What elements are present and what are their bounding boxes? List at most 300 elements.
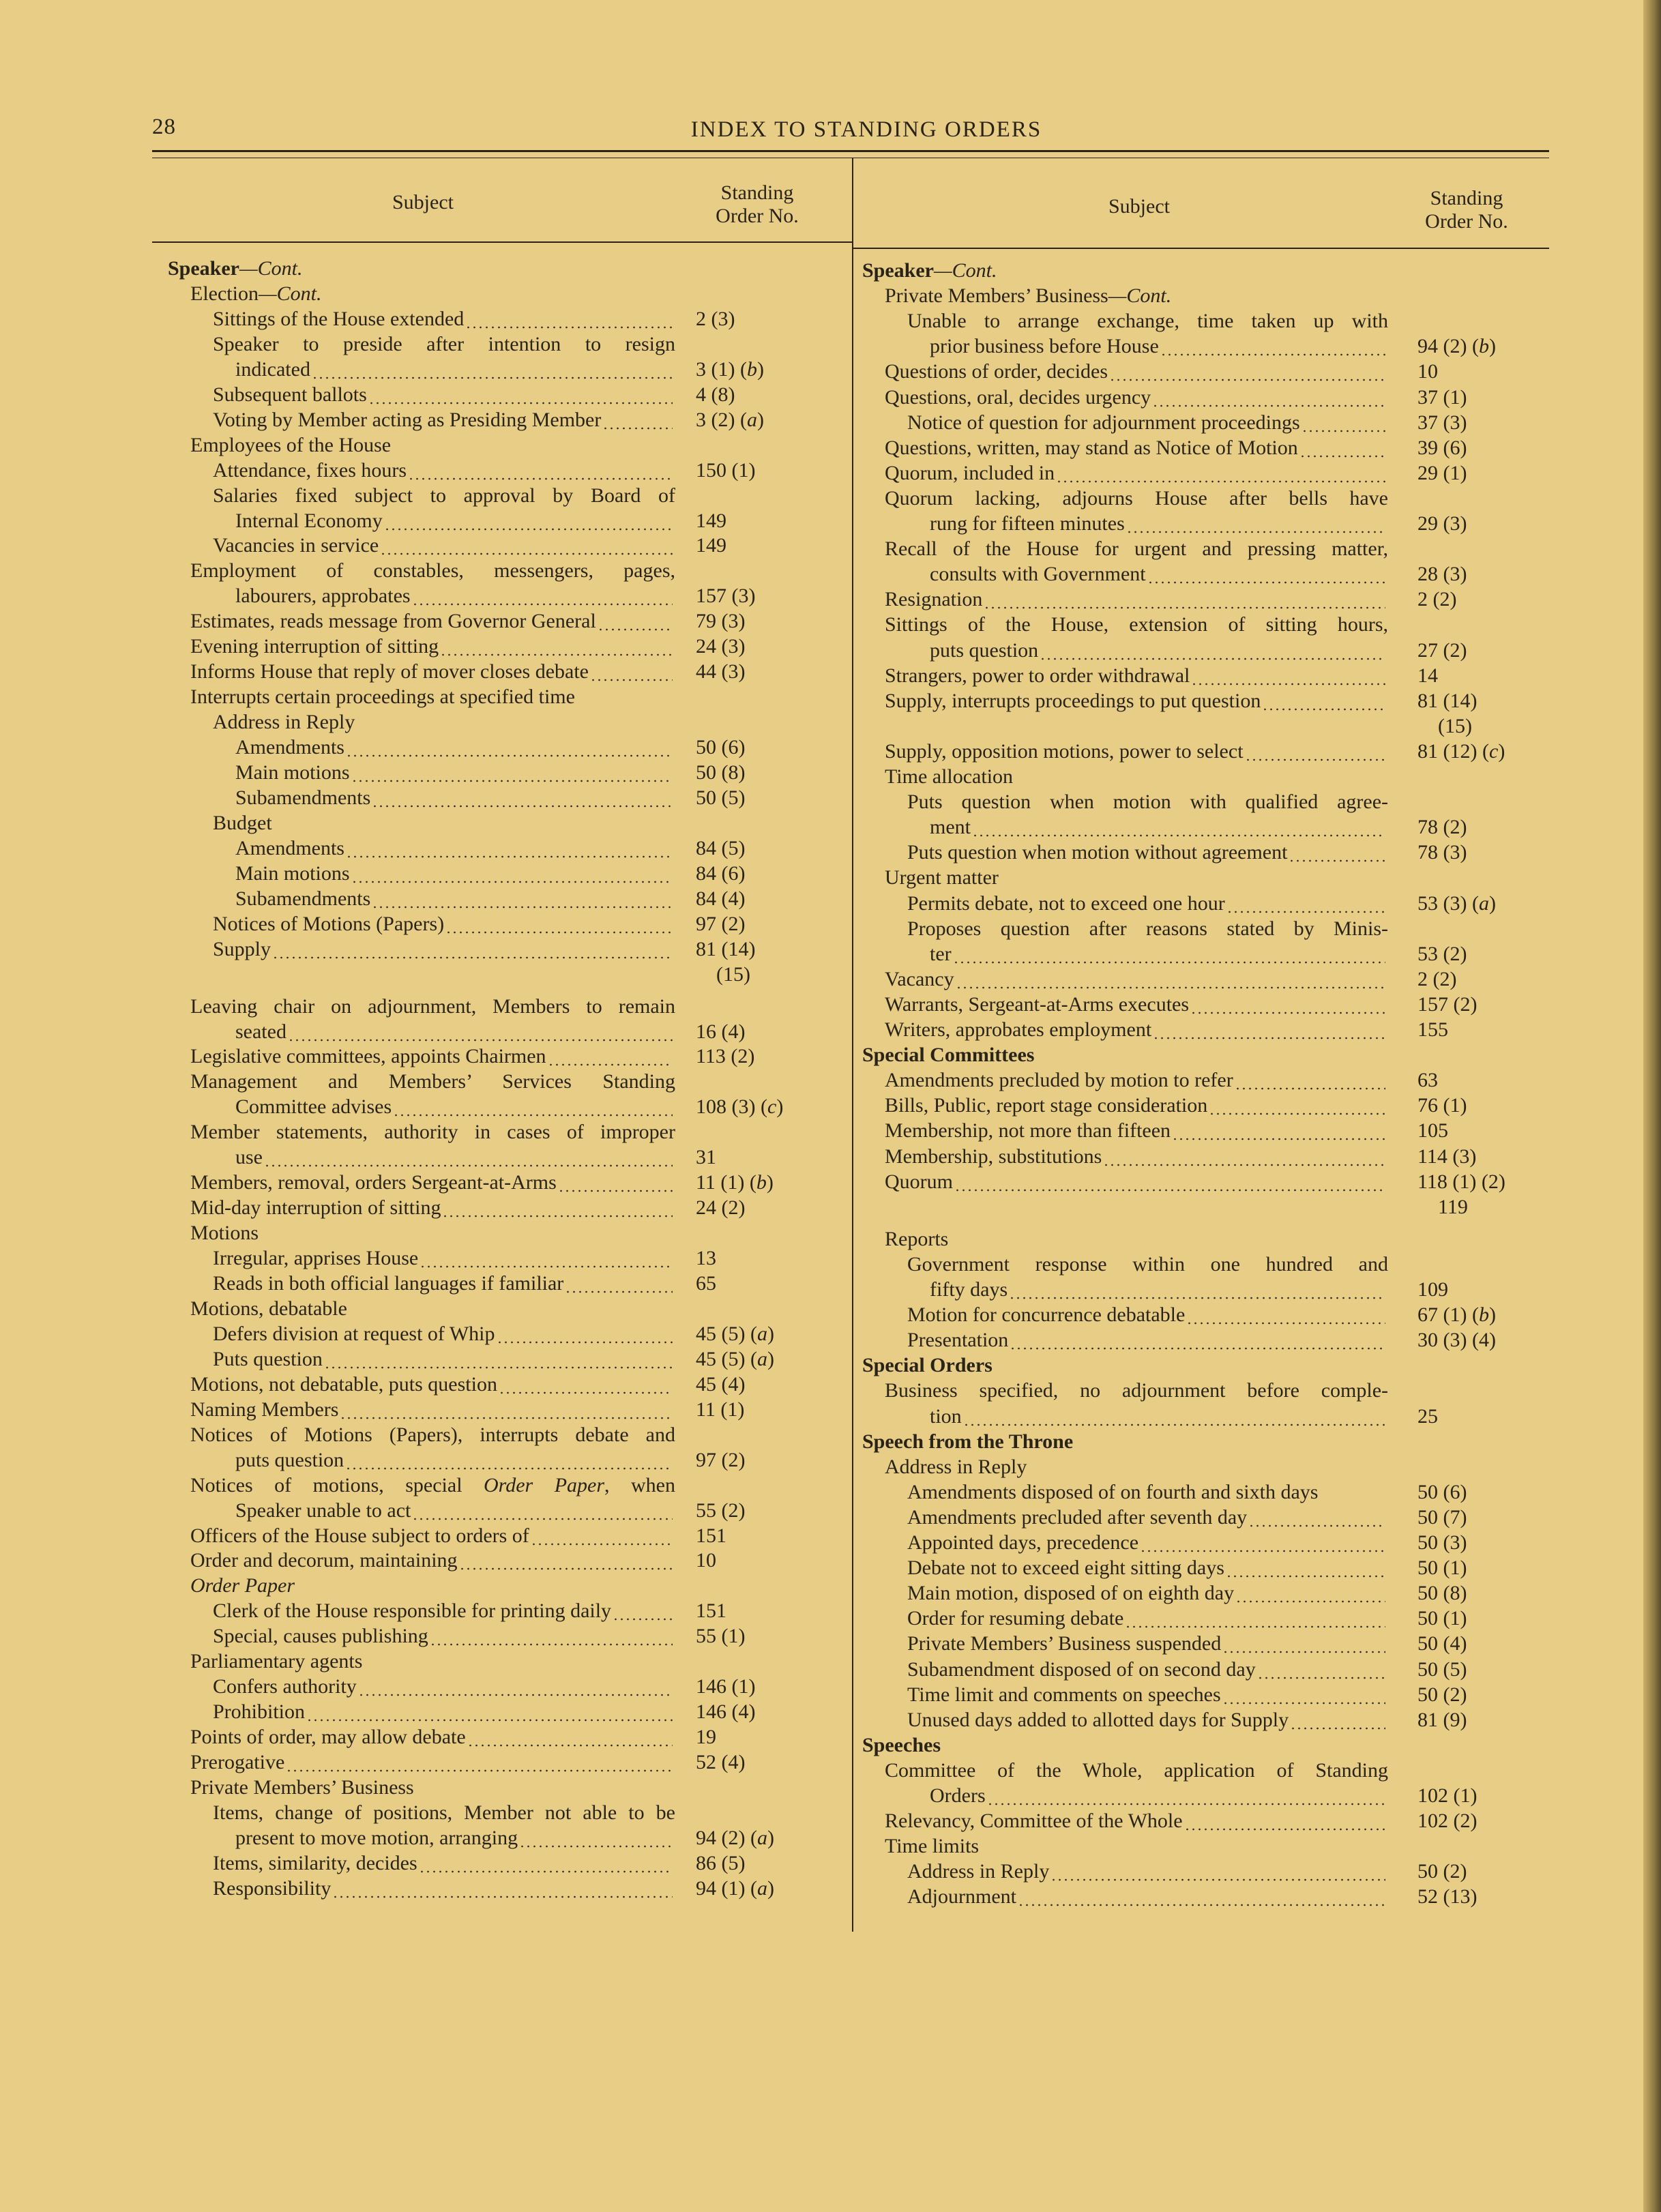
index-entry [885,1834,1388,1859]
index-entry-text: Time limits [885,1835,980,1858]
standing-order-number: 65 [696,1272,716,1295]
standing-order-number: 109 [1417,1278,1448,1301]
index-entry-text: Notices of motions, special Order Paper, when [190,1473,675,1496]
index-entry-text: Questions, written, may stand as Notice of Motion [885,436,1298,459]
standing-order-number: 29 (3) [1417,512,1467,535]
index-entry [930,1278,1388,1302]
dot-leader [332,1881,673,1899]
left-subject-header: Subject [392,191,454,213]
index-entry [862,1733,1388,1758]
dot-leader [346,840,673,859]
standing-order-number: 39 (6) [1417,436,1467,459]
index-entry-text: Irregular, apprises House [213,1247,419,1270]
index-entry-text: Quorum, included in [885,461,1055,484]
index-entry [235,1826,675,1850]
standing-order-number: 14 [1417,664,1438,687]
index-entry-text: Debate not to exceed eight sitting days [907,1557,1224,1580]
dot-leader [1109,364,1385,382]
standing-order-number: 50 (8) [696,761,746,784]
index-entry [190,1725,675,1750]
index-entry [190,1775,675,1800]
index-entry-text: Orders [930,1784,986,1807]
dot-leader [1209,1097,1385,1116]
standing-order-number: 2 (3) [696,307,735,330]
index-entry [190,1750,675,1775]
index-entry [885,1758,1388,1783]
dot-leader [1235,1585,1385,1604]
dot-leader [1257,1662,1385,1680]
index-entry [930,815,1388,840]
dot-leader [956,971,1385,990]
standing-order-number: 50 (2) [1417,1683,1467,1706]
dot-leader [613,1603,673,1621]
standing-order-number: 146 (1) [696,1675,756,1698]
index-entry-text: Supply, opposition motions, power to select [885,739,1244,763]
index-entry [213,1624,675,1649]
index-entry-text: Bills, Public, report stage consideration [885,1094,1208,1117]
index-entry [907,1480,1388,1505]
standing-order-number: 108 (3) (c) [696,1095,784,1119]
index-entry-text: Subamendment disposed of on second day [907,1657,1256,1681]
dot-leader [1140,1535,1385,1553]
index-entry [213,1675,675,1699]
index-entry-text: Special, causes publishing [213,1625,428,1648]
index-entry-text: Urgent matter [885,866,999,889]
dot-leader [1289,844,1385,863]
standing-order-number: 16 (4) [696,1020,746,1043]
standing-order-number: 10 [696,1549,716,1572]
index-entry [235,836,675,861]
dot-leader [324,1351,673,1370]
index-entry [907,1303,1388,1327]
index-entry [213,1271,675,1296]
standing-order-number: 79 (3) [696,610,746,633]
dot-leader [1290,1712,1385,1730]
index-entry [885,359,1388,384]
index-entry-text: Parliamentary agents [190,1650,363,1673]
standing-order-number: 81 (9) [1417,1708,1467,1731]
dot-leader [465,311,673,329]
standing-order-number: 24 (2) [696,1196,746,1220]
index-entry [885,992,1388,1017]
standing-order-number: 45 (5) (a) [696,1347,774,1370]
index-entry-text: Puts question when motion without agreement [907,841,1288,864]
index-entry-text: Member statements, authority in cases of improper [190,1121,675,1144]
index-entry [907,1859,1388,1884]
standing-order-number: 37 (1) [1417,385,1467,409]
index-entry-text: present to move motion, arranging [235,1826,518,1849]
index-entry [907,411,1388,435]
index-entry [885,1119,1388,1143]
standing-order-number: 94 (1) (a) [696,1876,774,1900]
dot-leader [312,362,673,380]
standing-order-number: 94 (2) (b) [1417,335,1496,358]
index-entry-text: Salaries fixed subject to approval by Board of [213,484,675,507]
index-entry [213,912,675,937]
dot-leader [1152,389,1385,408]
index-entry-text: Main motions [235,761,350,784]
index-entry-text: labourers, approbates [235,585,411,608]
index-entry-text: Recall of the House for urgent and pressing matter, [885,537,1388,561]
right-so-header-line1: Standing [1430,187,1503,209]
index-entry [190,559,675,583]
column-divider [852,158,853,1932]
continued-label: —Cont. [934,259,997,282]
standing-order-number: 50 (4) [1417,1632,1467,1655]
dot-leader [531,1528,673,1546]
index-entry-text: Attendance, fixes hours [213,458,407,482]
index-entry [907,1556,1388,1580]
index-entry [885,385,1388,410]
standing-order-number: 50 (1) [1417,1557,1467,1580]
index-entry [213,408,675,432]
standing-order-number: 37 (3) [1417,411,1467,434]
standing-order-number: 11 (1) (b) [696,1171,774,1194]
index-entry [190,433,675,458]
index-entry-text: Notices of Motions (Papers), interrupts debate and [190,1423,675,1446]
index-entry-text: Employees of the House [190,433,392,456]
index-entry [213,811,675,836]
index-entry-text: tion [930,1404,962,1428]
standing-order-number: 31 [696,1146,716,1169]
index-entry [907,790,1388,814]
index-entry-text: Speaker unable to act [235,1499,411,1522]
dot-leader [272,941,673,960]
index-entry-text: Election [190,282,259,305]
dot-leader [1056,465,1385,484]
index-entry [235,735,675,760]
index-entry-text: Membership, substitutions [885,1145,1102,1168]
standing-order-number: 11 (1) [696,1398,745,1421]
index-entry [213,332,675,357]
index-entry [190,1221,675,1245]
index-entry [885,613,1388,637]
standing-order-number: (15) [716,962,750,986]
dot-leader [1302,415,1385,433]
index-entry-text: Internal Economy [235,509,383,532]
dot-leader [459,1552,673,1571]
index-entry-text: Appointed days, precedence [907,1531,1139,1554]
index-entry [235,1020,675,1044]
dot-leader [1262,693,1385,711]
index-entry-text: Amendments [235,736,344,759]
index-entry-text: rung for fifteen minutes [930,512,1125,535]
index-entry-text: Employment of constables, messengers, pages, [190,559,675,583]
index-entry-text: Motions, not debatable, puts question [190,1372,497,1396]
index-entry-text: Relevancy, Committee of the Whole [885,1810,1183,1833]
index-entry-text: Motion for concurrence debatable [907,1303,1186,1327]
index-entry [885,866,1388,890]
standing-order-number: 50 (3) [1417,1531,1467,1554]
index-entry-text: Evening interruption of sitting [190,635,439,658]
index-entry-text: Puts question [213,1347,323,1370]
index-entry [190,282,675,306]
standing-order-number: 157 (3) [696,585,756,608]
index-entry [907,1708,1388,1732]
standing-order-number: 151 [696,1524,726,1547]
dot-leader [1186,1307,1385,1325]
dot-leader [602,412,673,430]
standing-order-number: 97 (2) [696,1448,746,1471]
index-entry [213,484,675,508]
index-entry-text: Items, similarity, decides [213,1851,417,1874]
dot-leader [380,537,673,556]
index-entry [930,512,1388,536]
standing-order-number: 81 (12) (c) [1417,739,1505,763]
standing-order-number: 84 (4) [696,887,746,910]
index-entry-text: Sittings of the House, extension of sitting hours, [885,613,1388,636]
index-entry [907,891,1388,916]
dot-leader [372,790,673,808]
dot-leader [548,1048,673,1067]
index-entry-text: Proposes question after reasons stated by Minis- [907,917,1388,940]
index-entry-text: ment [930,816,971,839]
index-entry [930,334,1388,359]
dot-leader [288,1024,673,1042]
index-entry-text: fifty days [930,1278,1008,1301]
index-entry-text: puts question [930,638,1039,662]
standing-order-number: 84 (6) [696,861,746,885]
index-entry [190,1649,675,1674]
index-entry [235,1499,675,1523]
standing-order-number: 50 (2) [1417,1860,1467,1883]
dot-leader [306,1704,673,1722]
dot-leader [1235,1072,1385,1091]
standing-order-number: 105 [1417,1119,1448,1142]
standing-order-number: 25 [1417,1404,1438,1428]
dot-leader [384,513,673,531]
dot-leader [590,664,673,682]
standing-order-number: 13 [696,1247,716,1270]
index-entry-text: use [235,1146,263,1169]
index-entry [190,1044,675,1069]
dot-leader [1226,1560,1385,1578]
index-entry [885,486,1388,511]
left-standing-order-header [689,181,825,228]
index-entry-text: Order and decorum, maintaining [190,1549,458,1572]
index-entry [885,1378,1388,1403]
standing-order-number: 29 (1) [1417,461,1467,484]
index-entry-text: Motions, debatable [190,1297,347,1320]
index-entry [213,1700,675,1724]
index-entry [213,383,675,407]
index-entry [885,1145,1388,1169]
dot-leader [1009,1282,1385,1300]
index-entry [190,1524,675,1548]
standing-order-number: 50 (8) [1417,1582,1467,1605]
index-entry-text: Naming Members [190,1398,339,1421]
continued-label: —Cont. [1108,284,1172,308]
running-head-title: INDEX TO STANDING ORDERS [690,117,1042,142]
index-entry-text: Government response within one hundred and [907,1252,1388,1275]
index-entry [235,1448,675,1473]
index-entry [885,1455,1388,1479]
index-entry [907,1328,1388,1353]
left-so-header-line2: Order No. [716,205,799,227]
index-entry [907,1531,1388,1555]
standing-order-number: 102 (1) [1417,1784,1478,1807]
standing-order-number: 53 (3) (a) [1417,891,1496,915]
index-entry [235,357,675,382]
index-entry [907,917,1388,941]
index-entry-text: prior business before House [930,335,1159,358]
index-entry-text: consults with Government [930,563,1146,586]
index-entry-text: Committee advises [235,1095,392,1119]
dot-leader [1190,997,1385,1015]
standing-order-number: 3 (2) (a) [696,408,764,431]
dot-leader [430,1628,673,1647]
standing-order-number: 81 (14) [696,937,756,960]
page-edge-shadow [1643,0,1661,2212]
standing-order-number: 55 (2) [696,1499,746,1522]
index-entry-text: Writers, approbates employment [885,1018,1152,1041]
dot-leader [368,387,673,405]
index-entry-text: Quorum lacking, adjourns House after bells have [885,486,1388,510]
index-entry-text: Subamendments [235,786,371,809]
index-entry [885,689,1388,713]
index-entry [930,942,1388,967]
index-entry-text: Reads in both official languages if familiar [213,1272,564,1295]
index-entry-text: Strangers, power to order withdrawal [885,664,1190,687]
dot-leader [351,866,673,884]
standing-order-number: 114 (3) [1417,1145,1477,1168]
index-entry-text: Warrants, Sergeant-at-Arms executes [885,992,1190,1016]
index-entry [190,1398,675,1422]
index-entry [168,256,675,281]
index-entry [930,1404,1388,1429]
dot-leader [412,1503,673,1521]
index-entry-text: Reports [885,1227,949,1250]
index-entry-text: Notices of Motions (Papers) [213,912,445,935]
index-entry-text: Mid-day interruption of sitting [190,1196,441,1220]
standing-order-number: 157 (2) [1417,992,1478,1016]
index-entry-text: Main motions [235,861,350,885]
dot-leader [1248,1509,1385,1528]
index-entry-text: Questions of order, decides [885,360,1108,383]
index-entry [235,1095,675,1119]
index-entry [885,1093,1388,1118]
index-entry-text: seated [235,1020,286,1043]
index-entry-text: Address in Reply [213,711,355,734]
standing-order-number: 50 (5) [1417,1657,1467,1681]
index-entry-text: Prerogative [190,1751,285,1774]
index-entry-text: Notice of question for adjournment proceedings [907,411,1300,434]
index-entry-text: Legislative committees, appoints Chairmen [190,1045,546,1068]
index-entry [907,309,1388,334]
index-entry-text: Presentation [907,1329,1009,1352]
index-entry [190,1120,675,1145]
index-entry [907,1505,1388,1530]
index-entry-text: Business specified, no adjournment before comple- [885,1379,1388,1402]
index-entry [213,1599,675,1623]
index-entry [235,761,675,785]
index-entry [907,1683,1388,1707]
index-entry [885,461,1388,486]
dot-leader [1018,1889,1385,1907]
dot-leader [1147,566,1385,585]
index-entry [190,609,675,634]
standing-order-number: 30 (3) (4) [1417,1329,1496,1352]
top-rule-thick [152,150,1549,152]
dot-leader [497,1326,673,1344]
index-entry-text: Members, removal, orders Sergeant-at-Arms [190,1171,557,1194]
standing-order-number: 4 (8) [696,383,735,406]
index-entry-text: Motions [190,1222,259,1245]
right-subject-header: Subject [1108,195,1170,218]
index-entry-text: Time allocation [885,765,1014,788]
right-so-header-line2: Order No. [1425,210,1508,233]
index-entry-text: ter [930,942,952,965]
dot-leader [1222,1687,1385,1705]
index-entry-text: Quorum [885,1170,953,1193]
index-entry [907,1885,1388,1909]
dot-leader [420,1250,673,1269]
index-entry [190,660,675,684]
index-entry-text: Amendments disposed of on fourth and sixth days [907,1480,1319,1503]
dot-leader [1103,1149,1385,1167]
dot-leader [1153,1022,1385,1040]
standing-order-number: 102 (2) [1417,1810,1478,1833]
index-entry [213,937,675,962]
index-entry [213,1851,675,1876]
index-entry-text: indicated [235,357,310,381]
standing-order-number: 86 (5) [696,1851,746,1874]
index-entry [235,584,675,608]
index-entry [213,533,675,558]
index-entry-text: Vacancy [885,967,954,990]
index-entry-text: Clerk of the House responsible for printing daily [213,1599,612,1623]
index-entry [235,509,675,533]
index-entry-text: Defers division at request of Whip [213,1322,495,1345]
dot-leader [351,765,673,783]
index-entry [930,638,1388,663]
index-entry [213,1876,675,1901]
index-entry-text: Puts question when motion with qualified agree- [907,791,1388,814]
index-entry-text: Confers authority [213,1675,357,1698]
dot-leader [558,1175,673,1193]
dot-leader [984,591,1385,610]
index-entry [862,259,1388,283]
standing-order-number: 50 (6) [1417,1480,1467,1503]
index-heading: Speech from the Throne [862,1430,1074,1453]
index-heading: Speaker [862,259,934,282]
standing-order-number: 2 (2) [1417,588,1457,611]
index-entry-text: Address in Reply [885,1455,1027,1478]
dot-leader [1172,1123,1385,1141]
index-entry [885,739,1388,764]
index-entry-text: Sittings of the House extended [213,307,465,330]
standing-order-number: 45 (4) [696,1372,746,1396]
standing-order-number: 155 [1417,1018,1448,1041]
index-entry-text: Prohibition [213,1700,306,1724]
index-entry [862,1043,1388,1067]
index-entry-text: Subsequent ballots [213,383,367,406]
index-entry-text: Subamendments [235,887,371,910]
index-entry [930,1784,1388,1808]
standing-order-number: 113 (2) [696,1045,755,1068]
dot-leader [467,1729,673,1748]
dot-leader [1010,1332,1385,1351]
dot-leader [345,1452,673,1471]
index-entry [213,1347,675,1372]
index-entry [885,765,1388,789]
dot-leader [393,1099,673,1117]
dot-leader [264,1149,673,1168]
index-entry [885,284,1388,308]
index-entry [862,1353,1388,1378]
index-entry-text: Responsibility [213,1876,332,1900]
dot-leader [953,946,1385,964]
